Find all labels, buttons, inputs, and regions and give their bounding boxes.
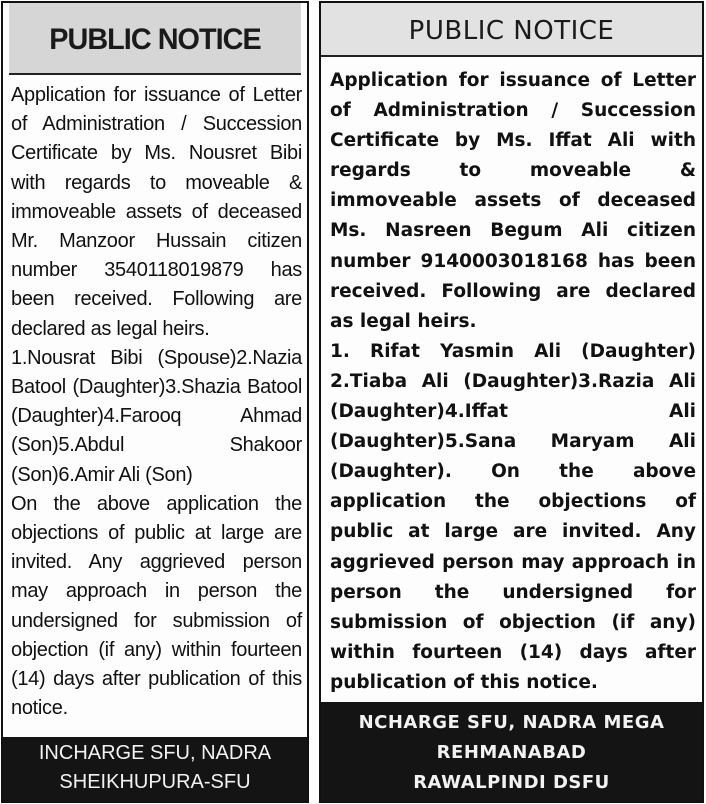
application-paragraph: Application for issuance of Letter of Administration / Succession Certificate by Ms. Iffat Ali with regards to moveable & immoveable assets of deceased Ms. Nasreen Begum Ali citizen number 9140003018168 has been received. Following are declared as legal heirs. bbox=[330, 70, 696, 332]
legal-heirs-and-objection-paragraph: 1. Rifat Yasmin Ali (Daughter) 2.Tiaba Ali (Daughter)3.Razia Ali (Daughter)4.Iffat Ali (Daughter)5.Sana Maryam Ali (Daughter). On the above application the objections of public at large are invited. Any aggrieved person may approach in person the undersigned for submission of objection (if any) within fourteen (14) days after publication of this notice. bbox=[330, 340, 696, 693]
application-paragraph: Application for issuance of Letter of Administration / Succession Certificate by Ms. Nousret Bibi with regards to moveable & immoveable assets of deceased Mr. Manzoor Hussain citizen number 3540118019879 has been received. Following are declared as legal heirs. bbox=[11, 84, 302, 340]
footer-line: REHMANABAD bbox=[436, 742, 587, 763]
notice-footer bbox=[3, 737, 307, 801]
notice-body bbox=[321, 57, 702, 698]
notice-footer bbox=[321, 702, 702, 801]
left-public-notice bbox=[1, 1, 309, 803]
footer-line: SHEIKHUPURA-SFU bbox=[59, 771, 251, 793]
legal-heirs-list: 1.Nousrat Bibi (Spouse)2.Nazia Batool (Daughter)3.Shazia Batool (Daughter)4.Farooq Ahmad (Son)5.Abdul Shakoor (Son)6.Amir Ali (Son) bbox=[11, 346, 302, 486]
notice-title: PUBLIC NOTICE bbox=[9, 3, 301, 75]
footer-line: NCHARGE SFU, NADRA MEGA bbox=[358, 712, 665, 733]
footer-line: RAWALPINDI DSFU bbox=[413, 772, 610, 793]
notice-body bbox=[3, 75, 307, 723]
right-public-notice bbox=[319, 1, 704, 803]
objection-paragraph: On the above application the objections of public at large are invited. Any aggrieved person may approach in person the undersigned for submission of objection (if any) within fourteen (14) days after publication of this notice. bbox=[11, 492, 302, 720]
footer-line: INCHARGE SFU, NADRA bbox=[38, 742, 272, 764]
notice-title: PUBLIC NOTICE bbox=[321, 3, 702, 57]
